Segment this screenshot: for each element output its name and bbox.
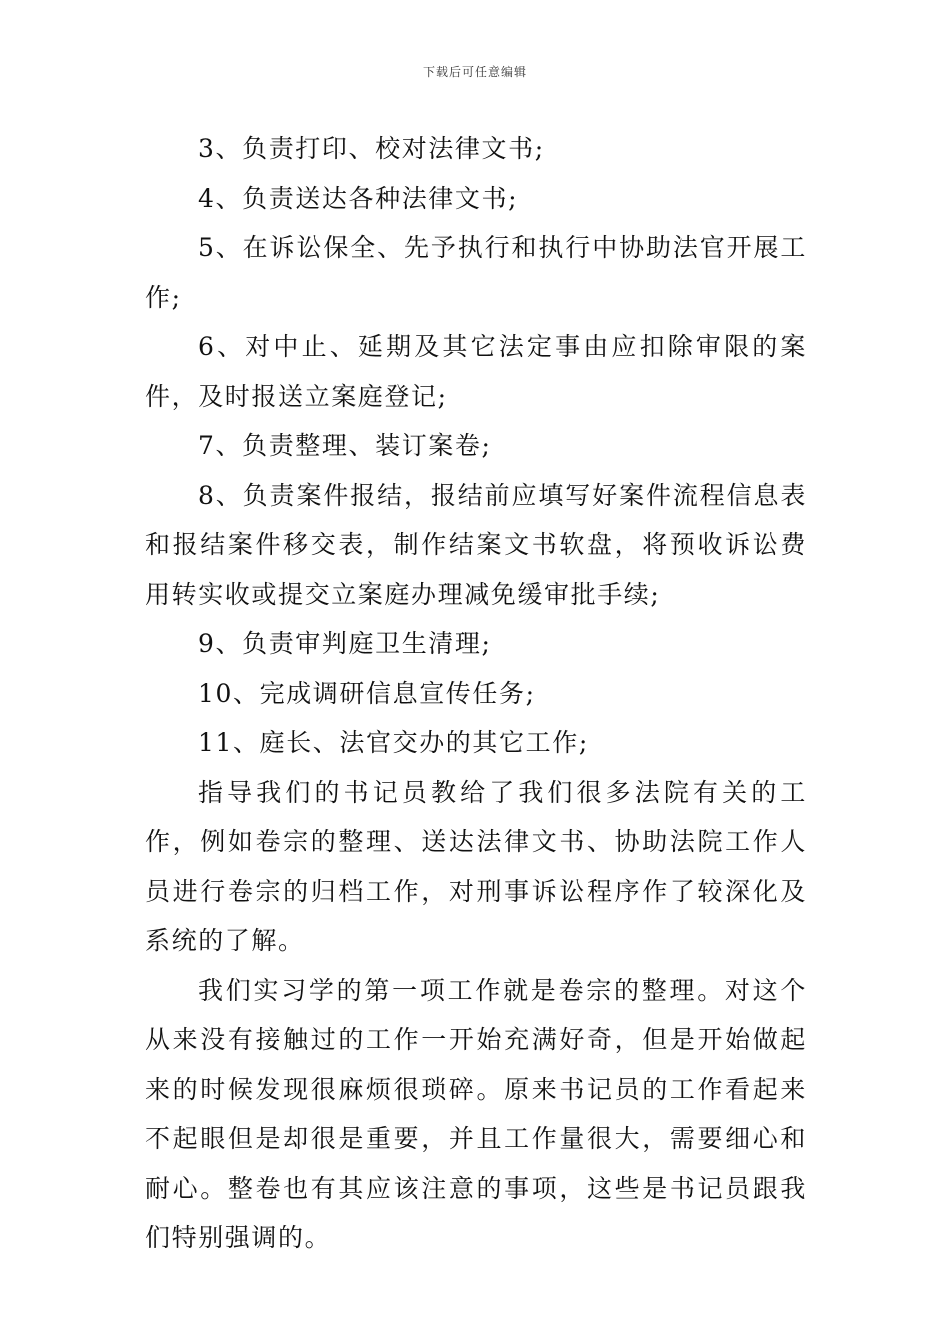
header-note: 下载后可任意编辑 — [422, 65, 527, 79]
paragraph-first-task: 我们实习学的第一项工作就是卷宗的整理。对这个从来没有接触过的工作一开始充满好奇，但是开始做起来的时候发现很麻烦很琐碎。原来书记员的工作看起来不起眼但是却很是重要，并且工作量很大，需要细心和耐心。整卷也有其应该注意的事项，这些是书记员跟我们特别强调的。 — [145, 975, 807, 1252]
paragraph-duty-8: 8、负责案件报结，报结前应填写好案件流程信息表和报结案件移交表，制作结案文书软盘，将预收诉讼费用转实收或提交立案庭办理减免缓审批手续; — [145, 480, 807, 609]
paragraph-duty-9: 9、负责审判庭卫生清理; — [198, 629, 492, 658]
paragraph-duty-11: 11、庭长、法官交办的其它工作; — [198, 728, 589, 757]
paragraph-duty-10: 10、完成调研信息宣传任务; — [198, 678, 536, 708]
paragraph-guidance: 指导我们的书记员教给了我们很多法院有关的工作，例如卷宗的整理、送达法律文书、协助法院工作人员进行卷宗的归档工作，对刑事诉讼程序作了较深化及系统的了解。 — [145, 777, 807, 955]
paragraph-duty-7: 7、负责整理、装订案卷; — [198, 431, 492, 460]
document-body — [145, 124, 807, 1263]
paragraph-duty-6: 6、对中止、延期及其它法定事由应扣除审限的案件，及时报送立案庭登记; — [145, 332, 807, 411]
paragraph-duty-4: 4、负责送达各种法律文书; — [198, 183, 519, 213]
paragraph-duty-5: 5、在诉讼保全、先予执行和执行中协助法官开展工作; — [145, 233, 807, 312]
paragraph-duty-3: 3、负责打印、校对法律文书; — [198, 134, 545, 163]
